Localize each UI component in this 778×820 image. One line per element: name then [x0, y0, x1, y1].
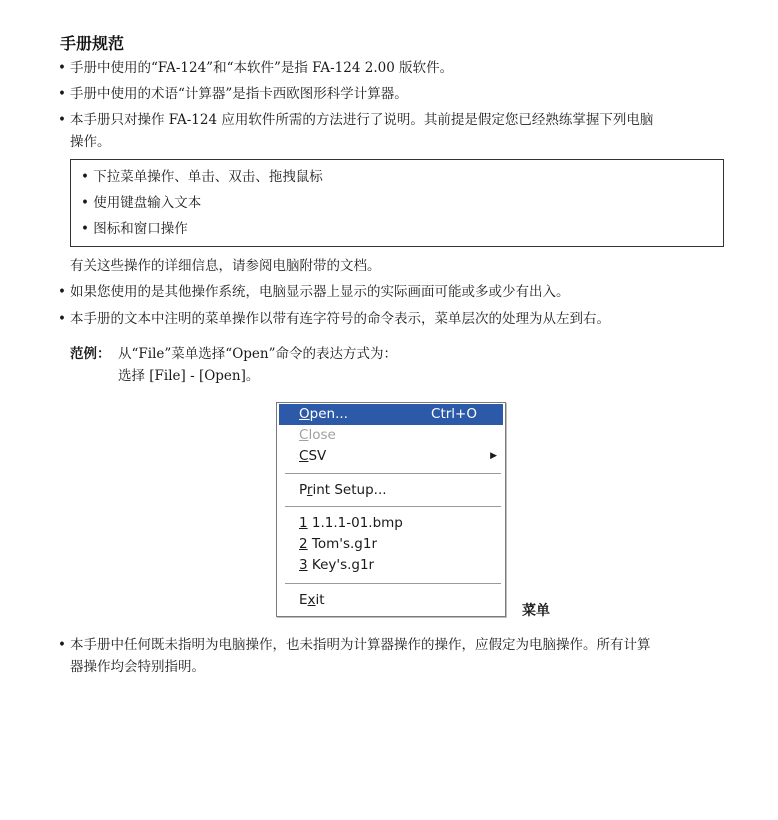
menu-item-label: pen...	[309, 406, 348, 422]
menu-separator	[285, 583, 501, 585]
menu-item-label: SV	[308, 448, 327, 464]
mnemonic: O	[299, 406, 310, 422]
menu-item-label: lose	[308, 427, 336, 443]
mnemonic: C	[299, 427, 309, 443]
after-box-note: 有关这些操作的详细信息，请参阅电脑附带的文档。	[70, 258, 381, 274]
bullet-text: 本手册的文本中注明的菜单操作以带有连字符号的命令表示，菜单层次的处理为从左到右。	[70, 311, 610, 327]
bullet-dot: •	[58, 60, 66, 76]
bullet-item	[58, 281, 738, 303]
menu-item-recent-3[interactable]	[279, 555, 503, 576]
box-item-text: 图标和窗口操作	[93, 221, 188, 237]
submenu-arrow-icon: ▶	[490, 451, 497, 461]
bullet-dot: •	[58, 637, 66, 653]
menu-item-print-setup[interactable]	[279, 480, 503, 501]
box-item-text: 下拉菜单操作、单击、双击、拖拽鼠标	[93, 169, 323, 185]
shortcut-label: Ctrl+O	[431, 406, 477, 422]
bullet-dot: •	[58, 284, 66, 300]
menu-item-label: int Setup...	[312, 482, 387, 498]
prerequisite-box	[70, 159, 724, 247]
menu-item-label: P	[299, 482, 307, 498]
box-item	[81, 193, 201, 213]
menu-item-label: Tom's.g1r	[307, 536, 377, 552]
menu-separator	[285, 473, 501, 475]
bullet-item	[58, 634, 738, 678]
bullet-item	[58, 83, 738, 105]
bullet-text: 本手册只对操作 FA-124 应用软件所需的方法进行了说明。其前提是假定您已经熟练掌握下列电脑	[70, 112, 654, 128]
bullet-dot: •	[58, 311, 66, 327]
menu-item-exit[interactable]	[279, 590, 503, 611]
bullet-dot: •	[81, 221, 89, 237]
menu-separator	[285, 506, 501, 508]
bullet-text: 本手册中任何既未指明为电脑操作，也未指明为计算器操作的操作，应假定为电脑操作。所有计算	[70, 637, 651, 653]
bullet-item	[58, 57, 738, 79]
menu-item-csv[interactable]	[279, 446, 503, 467]
example-text: 从“File”菜单选择“Open”命令的表达方式为：	[118, 346, 397, 362]
example-label: 范例：	[70, 346, 111, 362]
bullet-text-continued: 器操作均会特别指明。	[70, 659, 205, 675]
menu-item-label: it	[315, 592, 325, 608]
box-item-text: 使用键盘输入文本	[93, 195, 202, 211]
mnemonic: 1	[299, 515, 308, 531]
mnemonic: 2	[299, 536, 308, 552]
mnemonic: r	[306, 482, 313, 498]
box-item	[81, 219, 188, 239]
bullet-item	[58, 308, 738, 330]
mnemonic: 3	[299, 557, 308, 573]
bullet-dot: •	[81, 169, 89, 185]
menu-item-label: Key's.g1r	[307, 557, 375, 573]
example-text-command: 选择 [File] - [Open]。	[118, 368, 260, 384]
bullet-dot: •	[58, 112, 66, 128]
menu-item-label: 1.1.1-01.bmp	[307, 515, 403, 531]
section-title: 手册规范	[60, 34, 125, 53]
mnemonic: x	[307, 592, 316, 608]
bullet-dot: •	[81, 195, 89, 211]
file-menu	[276, 402, 506, 617]
bullet-text: 如果您使用的是其他操作系统，电脑显示器上显示的实际画面可能或多或少有出入。	[70, 284, 570, 300]
menu-item-recent-2[interactable]	[279, 534, 503, 555]
menu-item-label: E	[299, 592, 308, 608]
menu-item-open[interactable]	[279, 404, 503, 425]
bullet-item	[58, 109, 738, 153]
bullet-text-continued: 操作。	[70, 134, 111, 150]
bullet-dot: •	[58, 86, 66, 102]
menu-item-close	[279, 425, 503, 446]
menu-caption: 菜单	[522, 603, 550, 619]
bullet-text: 手册中使用的术语“计算器”是指卡西欧图形科学计算器。	[70, 86, 408, 102]
bullet-text: 手册中使用的“FA-124”和“本软件”是指 FA-124 2.00 版软件。	[70, 60, 454, 76]
box-item	[81, 167, 323, 187]
mnemonic: C	[299, 448, 309, 464]
menu-item-recent-1[interactable]	[279, 513, 503, 534]
